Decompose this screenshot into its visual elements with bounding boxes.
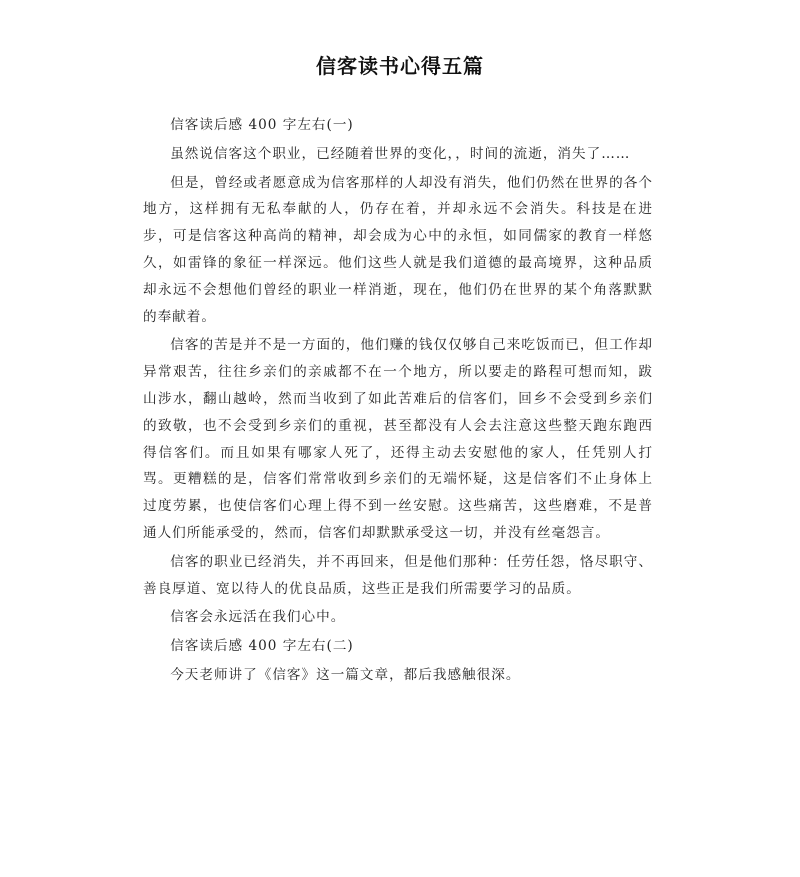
paragraph: 但是，曾经或者愿意成为信客那样的人却没有消失，他们仍然在世界的各个地方，这样拥有无私奉献的人，仍存在着，并却永远不会消失。科技是在进步，可是信客这种高尚的精神，却会成为心中的永恒，如同儒家的教育一样悠久，如雷锋的象征一样深远。他们这些人就是我们道德的最高境界，这种品质却永远不会想他们曾经的职业一样消逝，现在，他们仍在世界的某个角落默默的奉献着。 [143,174,653,325]
document-title: 信客读书心得五篇 [316,54,484,78]
paragraph: 今天老师讲了《信客》这一篇文章，都后我感触很深。 [170,666,521,683]
paragraph: 信客会永远活在我们心中。 [170,609,346,626]
paragraph: 信客的苦是并不是一方面的，他们赚的钱仅仅够自己来吃饭而已，但工作却异常艰苦，往往乡亲们的亲戚都不在一个地方，所以要走的路程可想而知，跋山涉水，翻山越岭，然而当收到了如此苦难后的信客们，回乡不会受到乡亲们的致敬，也不会受到乡亲们的重视，甚至都没有人会去注意这些整天跑东跑西得信客们。而且如果有哪家人死了，还得主动去安慰他的家人，任凭别人打骂。更糟糕的是，信客们常常收到乡亲们的无端怀疑，这是信客们不止身体上过度劳累，也使信客们心理上得不到一丝安慰。这些痛苦，这些磨难，不是普通人们所能承受的，然而，信客们却默默承受这一切，并没有丝毫怨言。 [143,337,653,541]
document-body [143,112,653,691]
paragraph: 虽然说信客这个职业，已经随着世界的变化，，时间的流逝，消失了…… [170,145,631,162]
paragraph: 信客的职业已经消失，并不再回来，但是他们那种：任劳任怨，恪尽职守、善良厚道、宽以待人的优良品质，这些正是我们所需要学习的品质。 [143,553,653,597]
section-heading-2: 信客读后感 400 字左右(二) [170,638,354,655]
section-heading-1: 信客读后感 400 字左右(一) [170,117,354,133]
